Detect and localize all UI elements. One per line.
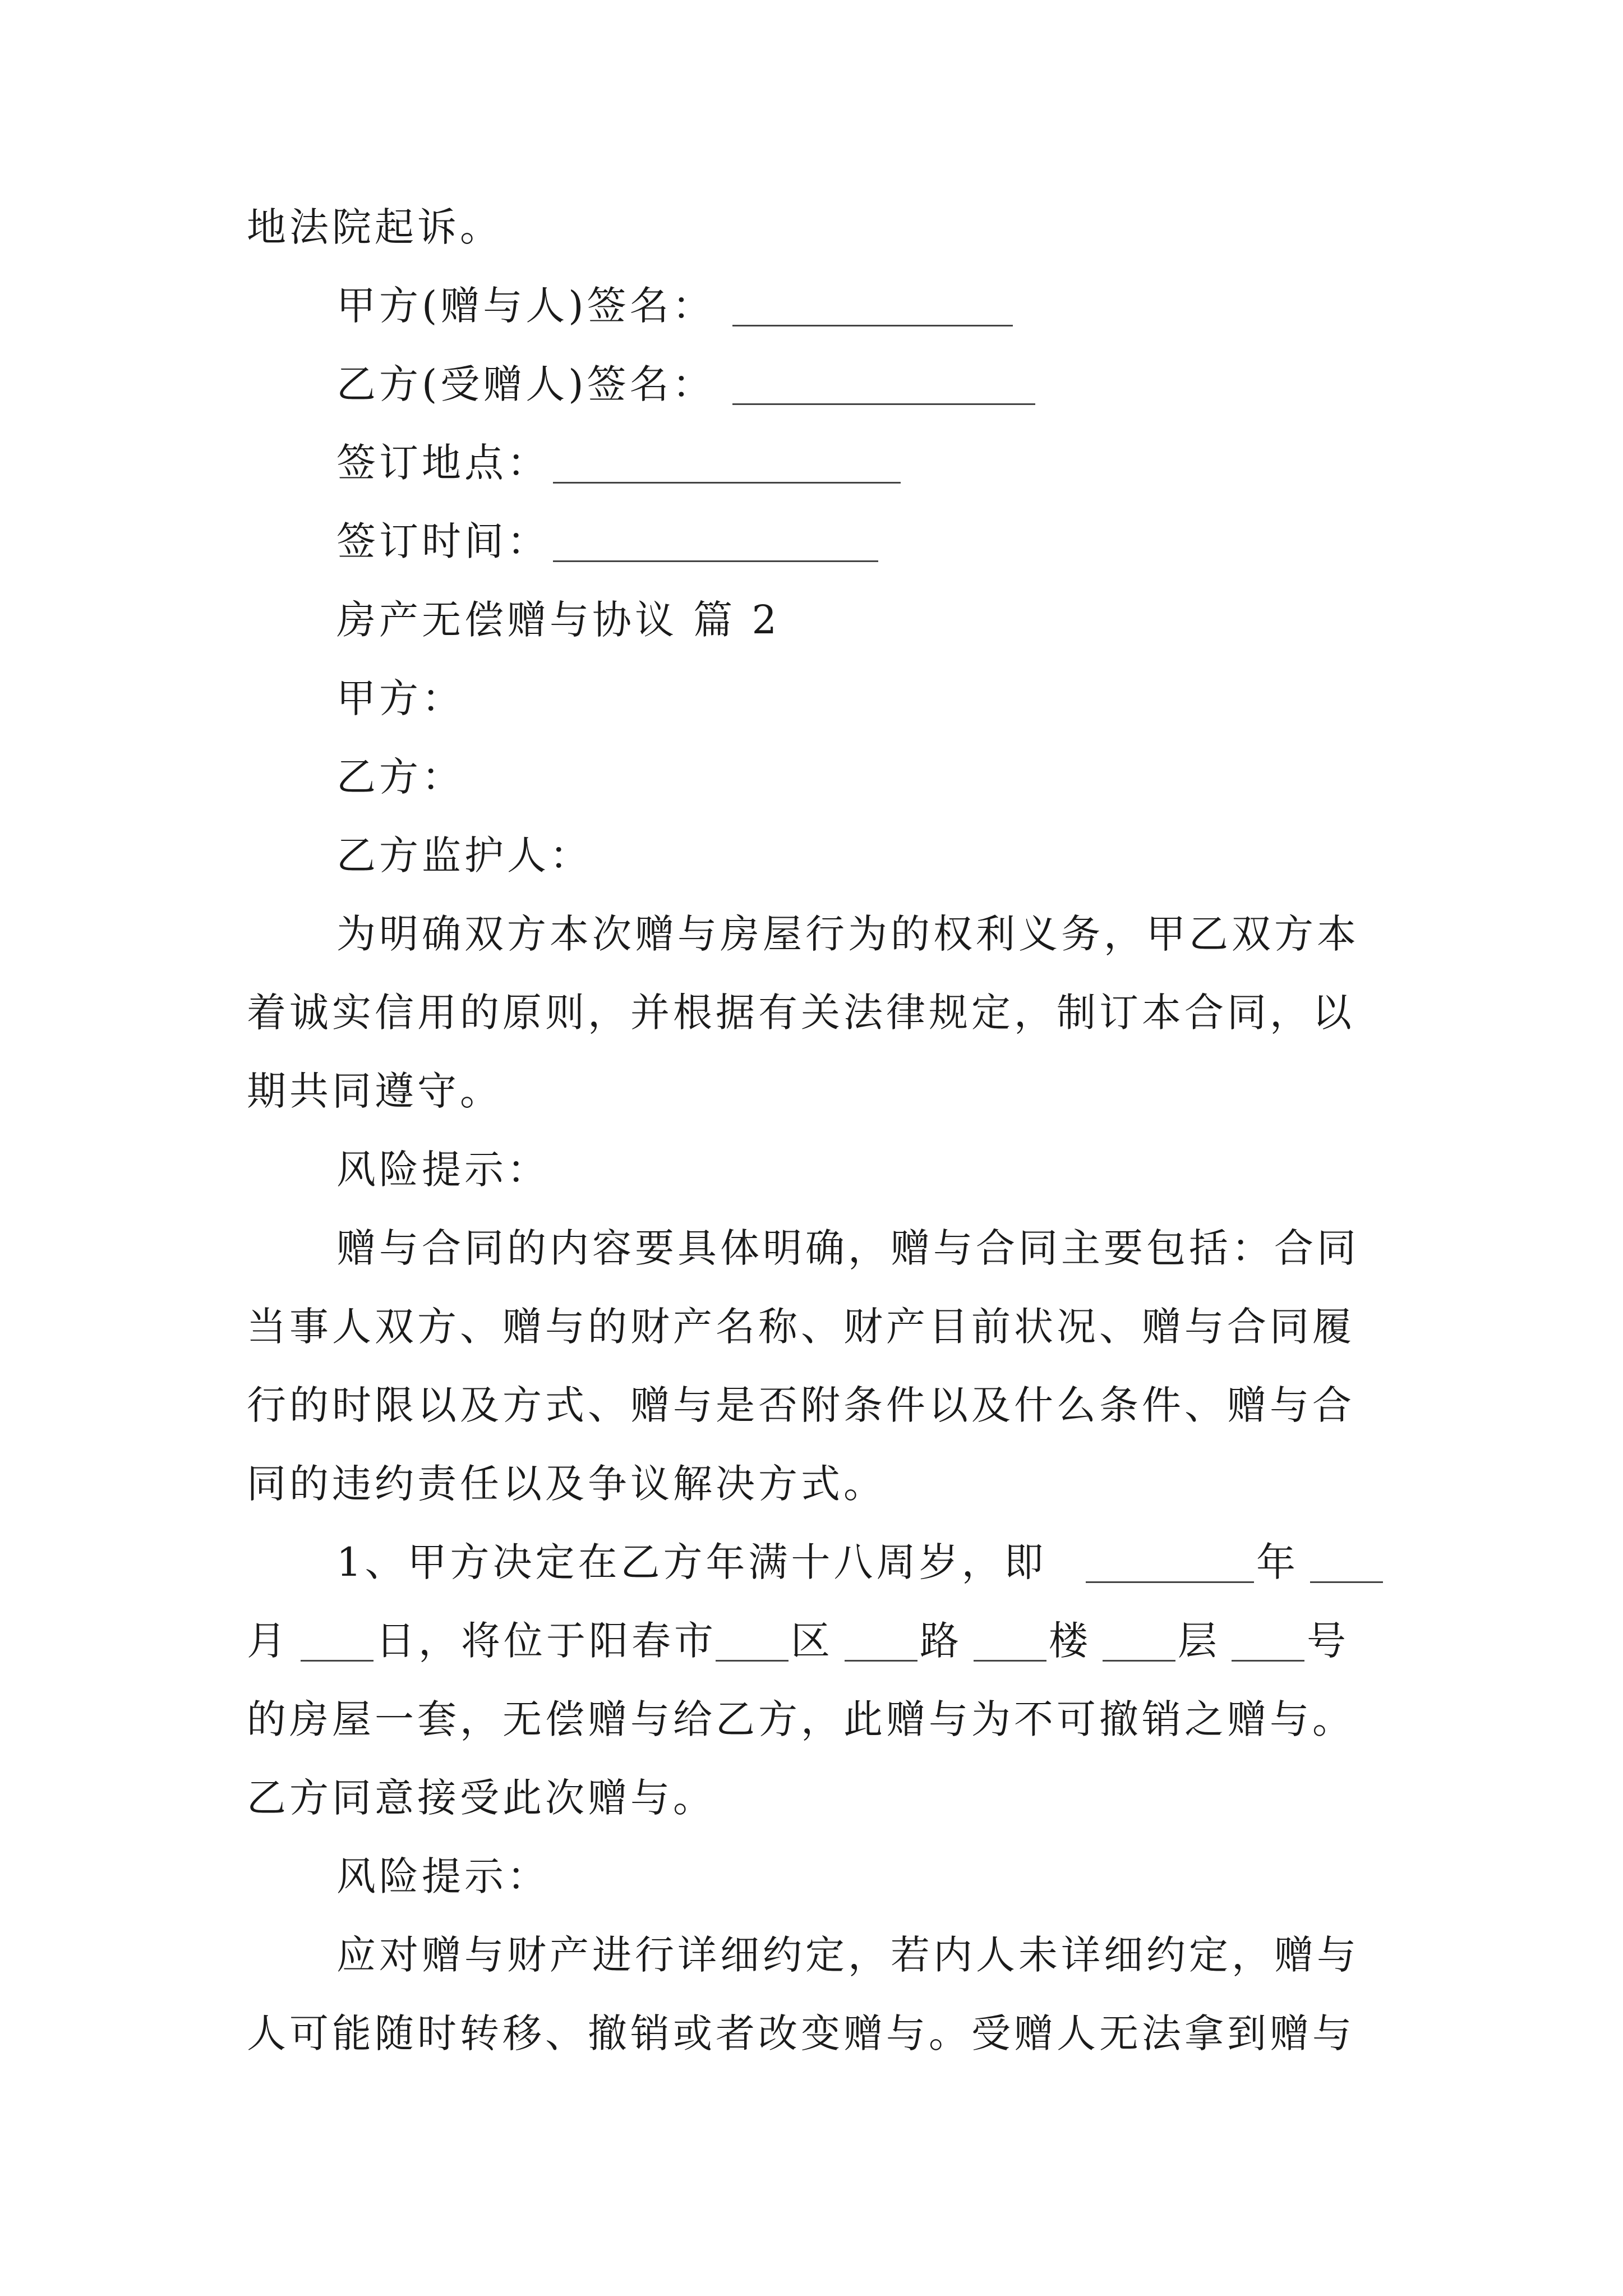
building-blank: [974, 1625, 1046, 1662]
clause1-text: 路: [920, 1618, 962, 1664]
paragraph-line: 同的违约责任以及争议解决方式。: [247, 1461, 886, 1507]
clause1-text: 号: [1307, 1618, 1349, 1664]
paragraph-line: 期共同遵守。: [247, 1068, 502, 1114]
section-heading: 房产无偿赠与协议 篇 2: [336, 597, 781, 643]
road-blank: [845, 1625, 917, 1662]
paragraph-line: 当事人双方、赠与的财产名称、财产目前状况、赠与合同履: [247, 1304, 1355, 1350]
clause1-text: 楼: [1049, 1618, 1091, 1664]
signature-donor-label: 甲方(赠与人)签名：: [336, 283, 715, 329]
paragraph-line: 行的时限以及方式、赠与是否附条件以及什么条件、赠与合: [247, 1382, 1355, 1428]
signature-donee-label: 乙方(受赠人)签名：: [336, 361, 715, 407]
signature-donor-row: [336, 278, 715, 334]
paragraph-line: 应对赠与财产进行详细约定，若内人未详细约定，赠与: [336, 1932, 1359, 1978]
signing-place-blank: [553, 447, 901, 484]
clause1-text: 月: [247, 1618, 289, 1664]
day-blank: [301, 1625, 374, 1662]
risk-tip-heading: 风险提示：: [336, 1853, 550, 1899]
paragraph-line: 乙方同意接受此次赠与。: [247, 1775, 716, 1821]
party-a-label: 甲方：: [336, 675, 464, 721]
month-blank: [1310, 1547, 1383, 1583]
risk-tip-heading: 风险提示：: [336, 1147, 550, 1193]
paragraph-line: 着诚实信用的原则，并根据有关法律规定，制订本合同，以: [247, 990, 1355, 1036]
party-b-label: 乙方：: [336, 754, 464, 800]
paragraph-line: 为明确双方本次赠与房屋行为的权利义务，甲乙双方本: [336, 911, 1359, 957]
clause1-text: 日，将位于阳春市: [376, 1618, 717, 1664]
paragraph-line: 的房屋一套，无偿赠与给乙方，此赠与为不可撤销之赠与。: [247, 1696, 1355, 1742]
district-blank: [716, 1625, 789, 1662]
signature-donor-blank: [732, 290, 1013, 326]
signing-date-label: 签订时间：: [336, 518, 550, 564]
signature-donee-blank: [732, 369, 1035, 405]
clause1-text: 层: [1178, 1618, 1220, 1664]
number-blank: [1232, 1625, 1304, 1662]
guardian-label: 乙方监护人：: [336, 832, 592, 878]
signing-place-row: [336, 435, 550, 491]
paragraph-line: 地法院起诉。: [247, 204, 502, 250]
year-blank: [1086, 1547, 1254, 1583]
floor-blank: [1103, 1625, 1175, 1662]
signature-donee-row: [336, 356, 715, 412]
signing-date-row: [336, 513, 550, 569]
clause1-text: 区: [791, 1618, 833, 1664]
clause1-text: 年: [1256, 1539, 1299, 1585]
clause1-text: 1、甲方决定在乙方年满十八周岁，即: [336, 1539, 1047, 1585]
paragraph-line: 人可能随时转移、撤销或者改变赠与。受赠人无法拿到赠与: [247, 2010, 1355, 2056]
paragraph-line: 赠与合同的内容要具体明确，赠与合同主要包括：合同: [336, 1225, 1359, 1271]
signing-date-blank: [553, 526, 878, 562]
signing-place-label: 签订地点：: [336, 440, 550, 486]
